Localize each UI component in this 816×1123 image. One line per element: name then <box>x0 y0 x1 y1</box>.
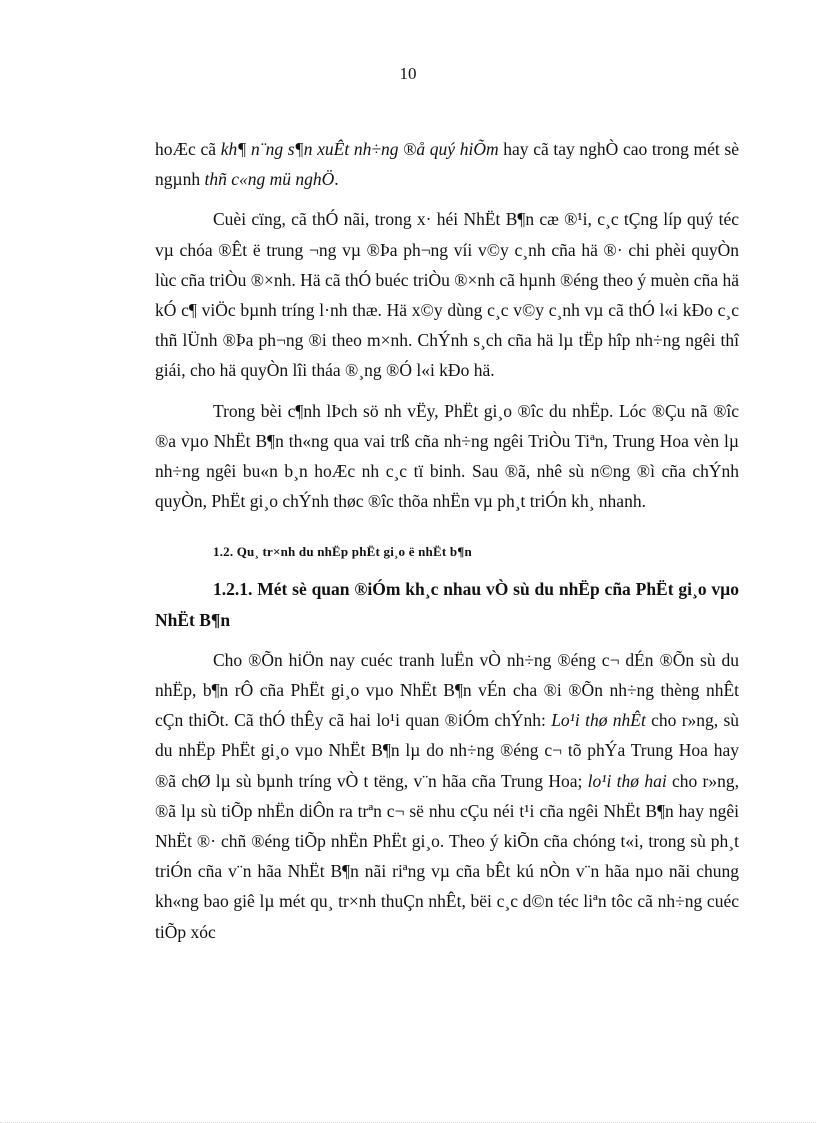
paragraph-viewpoints <box>155 645 739 947</box>
page-number: 10 <box>399 64 417 83</box>
italic-text-run: Lo¹i thø nhÊt <box>551 710 646 731</box>
italic-text-run: thñ c«ng mü nghÖ <box>204 169 335 190</box>
italic-text-run: lo¹i thø hai <box>587 770 667 791</box>
text-run: cho r»ng, ®ã lµ sù tiÕp nhËn diÔn ra trªn c¬ së nhu cÇu néi t¹i cña ngêi NhËt B¶n hay ngêi NhËt ®· chñ ®éng tiÕp nhËn PhËt gi¸o. Theo ý kiÕn cña chóng t«i, trong sù ph¸t triÓn cña v¨n hãa NhËt B¶n nãi riªng vµ cña bÊt kú nÒn v¨n hãa nµo nãi chung kh«ng bao giê lµ mét qu¸ tr×nh thuÇn nhÊt, bëi c¸c d©n téc liªn tôc cã nh÷ng cuéc tiÕp xóc <box>155 770 739 942</box>
text-run: Cho ®Õn hiÖn nay cuéc tranh luËn vÒ nh÷ng ®éng c¬ dÉn ®Õn sù du nhËp, b¶n rÔ cña PhËt gi¸o vµo NhËt B¶n vÉn cha ®i ®Õn nh÷ng thèng nhÊt cÇn thiÕt. Cã thÓ thÊy cã hai lo¹i quan ®iÓm chÝnh: <box>155 649 739 731</box>
page-body <box>155 134 739 947</box>
text-run: hoÆc cã <box>155 139 221 159</box>
paragraph-historical-context: Trong bèi c¶nh lÞch sö nh vËy, PhËt gi¸o ®îc du nhËp. Lóc ®Çu nã ®îc ®a vµo NhËt B¶n th«ng qua vai trß cña nh÷ng ngêi TriÒu Tiªn, Trung Hoa vèn lµ nh÷ng ngêi bu«n b¸n hoÆc nh c¸c tï binh. Sau ®ã, nhê sù n©ng ®ì cña chÝnh quyÒn, PhËt gi¸o chÝnh thøc ®îc thõa nhËn vµ ph¸t triÓn kh¸ nhanh. <box>155 400 739 512</box>
text-run: . <box>334 169 339 190</box>
text-run: hay cã tay nghÒ cao trong mét sè ngµnh <box>155 139 739 190</box>
paragraph-continued <box>155 134 739 194</box>
paragraph-conclusion: Cuèi cïng, cã thÓ nãi, trong x· héi NhËt B¶n cæ ®¹i, c¸c tÇng líp quý téc vµ chóa ®Êt ë trung ¬ng vµ ®Þa ph¬ng víi v©y c¸nh cña hä ®· chi phèi quyÒn lùc cña triÒu ®×nh. Hä cã thÓ buéc triÒu ®×nh cã hµnh ®éng theo ý muèn cña hä kÓ c¶ viÖc bµnh tríng l·nh thæ. Hä x©y dùng c¸c v©y c¸nh vµ cã thÓ l«i kÐo c¸c thñ lÜnh ®Þa ph¬ng ®i theo m×nh. ChÝnh s¸ch cña hä lµ tËp hîp nh÷ng ngêi thî giái, cho hä quyÒn lîi tháa ®¸ng ®Ó l«i kÐo hä. <box>155 209 739 381</box>
subsection-heading: 1.2.1. Mét sè quan ®iÓm kh¸c nhau vÒ sù du nhËp cña PhËt gi¸o vµo NhËt B¶n <box>155 579 739 630</box>
italic-text-run: kh¶ n¨ng s¶n xuÊt nh÷ng ®å quý hiÕm <box>220 139 499 159</box>
section-heading: 1.2. Qu¸ tr×nh du nhËp phËt gi¸o ë nhËt b¶n <box>213 544 472 560</box>
text-run: cho r»ng, sù du nhËp PhËt gi¸o vµo NhËt B¶n lµ do nh÷ng ®éng c¬ tõ phÝa Trung Hoa hay ®ã chØ lµ sù bµnh tríng vÒ t tëng, v¨n hãa cña Trung Hoa; <box>155 710 740 791</box>
